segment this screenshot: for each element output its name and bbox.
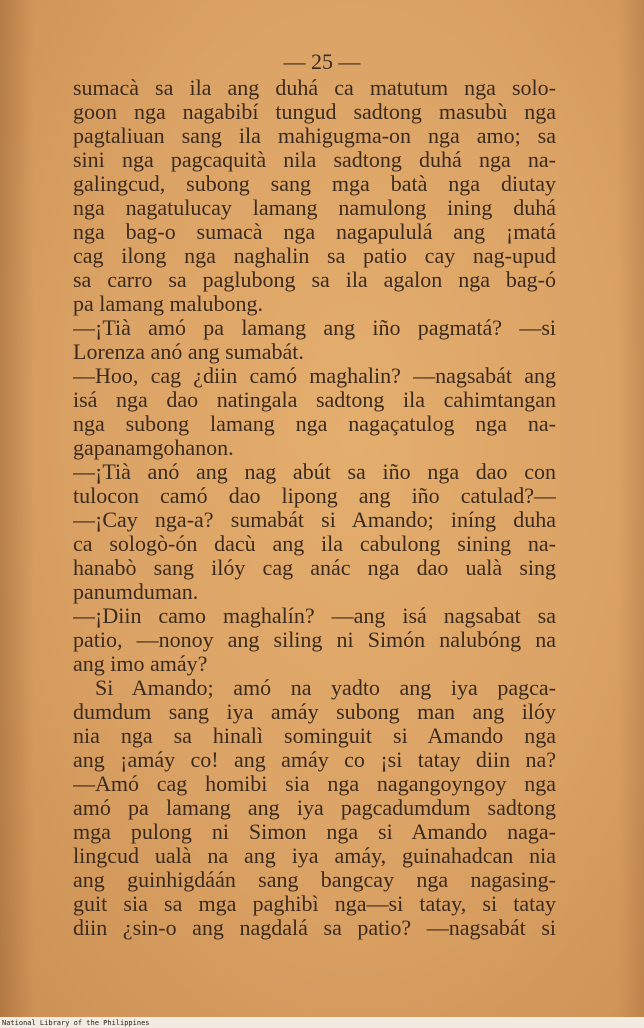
text-line: —¡Diin camo maghalín? —ang isá nagsabat sa [73,604,556,628]
text-line: Lorenza anó ang sumabát. [73,340,304,364]
text-line: gapanamgohanon. [73,436,234,460]
text-line: sa carro sa paglubong sa ila agalon nga bag-ó [73,268,556,292]
text-line: galingcud, subong sang mga batà nga diutay [73,172,556,196]
text-line: —Amó cag homibi sia nga nagangoyngoy nga [73,772,556,796]
text-line: mga pulong ni Simon nga si Amando naga- [73,820,556,844]
text-line: panumduman. [73,580,199,604]
text-line: ang ¡amáy co! ang amáy co ¡si tatay diin na? [73,748,556,772]
text-line: diin ¿sin-o ang nagdalá sa patio? —nagsabát si [73,916,556,940]
text-line: goon nga nagabibí tungud sadtong masubù nga [73,100,556,124]
text-line: pagtaliuan sang ila mahigugma-on nga amo; sa [73,124,556,148]
text-line: ang guinhigdáán sang bangcay nga nagasing- [73,868,556,892]
text-line: nia nga sa hinalì sominguit si Amando nga [73,724,556,748]
text-line: nga bag-o sumacà nga nagapululá ang ¡matá [73,220,556,244]
text-line: cag ilong nga naghalin sa patio cay nag-upud [73,244,556,268]
text-line: —Hoo, cag ¿diin camó maghalin? —nagsabát ang [73,364,556,388]
library-credit: National Library of the Philippines [2,1019,150,1027]
text-line: tulocon camó dao lipong ang iño catulad?— [73,484,556,508]
text-line: Si Amando; amó na yadto ang iya pagca- [95,676,556,700]
body-text [73,76,556,940]
text-line: lingcud ualà na ang iya amáy, guinahadcan nia [73,844,556,868]
text-line: ca sologò-ón dacù ang ila cabulong sining na- [73,532,556,556]
text-line: —¡Cay nga-a? sumabát si Amando; iníng duha [73,508,556,532]
text-line: isá nga dao natingala sadtong ila cahimtangan [73,388,556,412]
text-line: ang imo amáy? [73,652,208,676]
text-line: nga subong lamang nga nagaçatulog nga na- [73,412,556,436]
text-line: nga nagatulucay lamang namulong ining duhá [73,196,556,220]
text-line: amó pa lamang ang iya pagcadumdum sadtong [73,796,556,820]
text-line: sumacà sa ila ang duhá ca matutum nga solo- [73,76,556,100]
text-line: hanabò sang ilóy cag anác nga dao ualà sing [73,556,556,580]
text-line: dumdum sang iya amáy subong man ang ilóy [73,700,556,724]
text-line: patio, —nonoy ang siling ni Simón nalubóng na [73,628,556,652]
page-number: — 25 — [283,49,361,74]
text-line: —¡Tià anó ang nag abút sa iño nga dao con [73,460,556,484]
text-line: pa lamang malubong. [73,292,264,316]
text-line: sini nga pagcaquità nila sadtong duhá nga na- [73,148,556,172]
text-line: guit sia sa mga paghibì nga—si tatay, si tatay [73,892,556,916]
text-line: —¡Tià amó pa lamang ang iño pagmatá? —si [73,316,556,340]
